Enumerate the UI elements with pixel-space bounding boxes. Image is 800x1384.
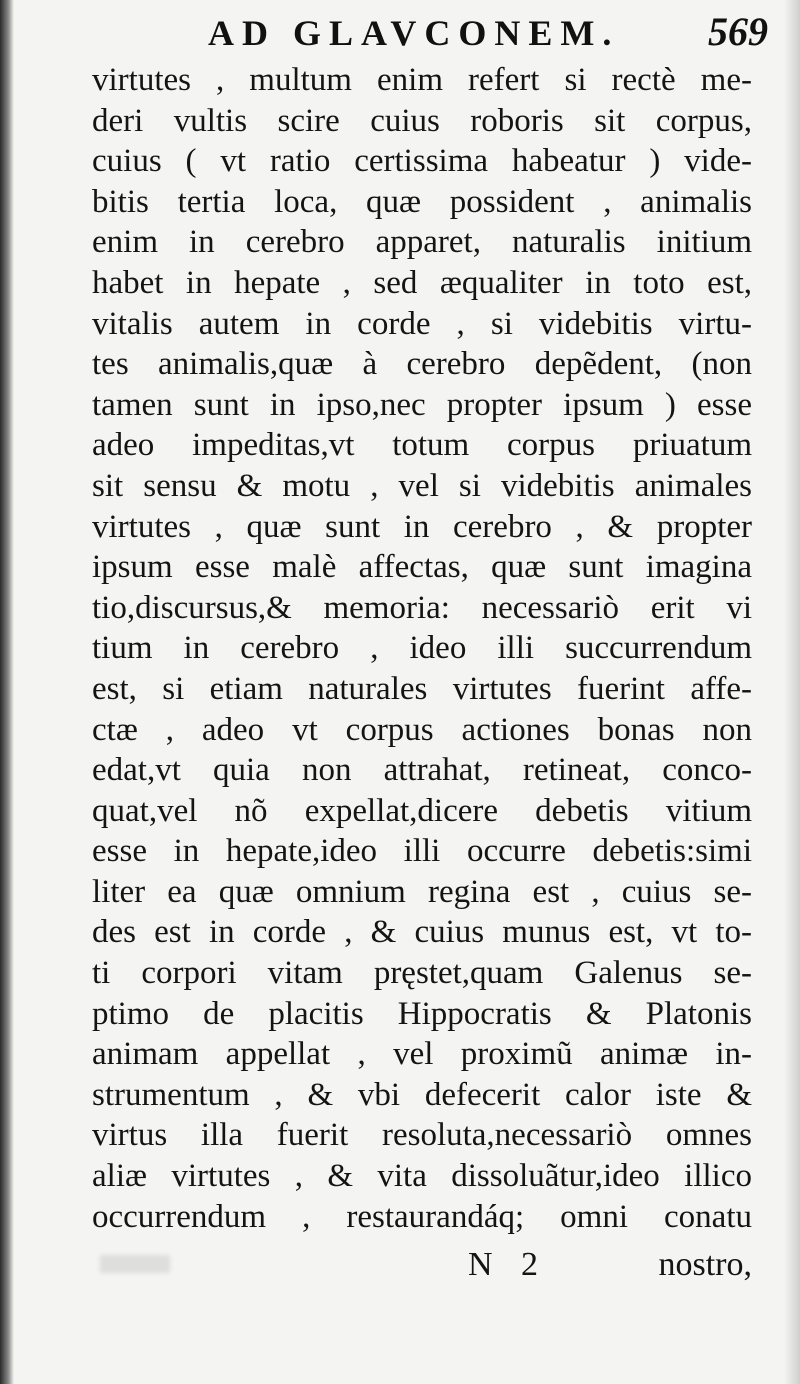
text-line: deri vultis scire cuius roboris sit corpus, — [92, 102, 752, 139]
text-line: edat,vt quia non attrahat, retineat, conco- — [92, 752, 752, 789]
text-line: strumentum , & vbi defecerit calor iste & — [92, 1076, 752, 1113]
page-header — [90, 8, 782, 56]
text-line: ptimo de placitis Hippocratis & Platonis — [92, 995, 752, 1032]
text-line: liter ea quæ omnium regina est , cuius se- — [92, 873, 752, 910]
catchword: nostro, — [658, 1246, 752, 1283]
body-text — [92, 60, 752, 1237]
text-line: ti corpori vitam pręstet,quam Galenus se- — [92, 955, 752, 992]
text-line: bitis tertia loca, quæ possident , animalis — [92, 183, 752, 220]
text-line: ctæ , adeo vt corpus actiones bonas non — [92, 711, 752, 748]
text-line: tes animalis,quæ à cerebro depẽdent, (non — [92, 346, 752, 383]
text-line: tamen sunt in ipso,nec propter ipsum ) esse — [92, 386, 752, 423]
text-line: occurrendum , restaurandáq; omni conatu — [92, 1198, 752, 1235]
text-line: animam appellat , vel proximũ animæ in- — [92, 1036, 752, 1073]
text-line: des est in corde , & cuius munus est, vt to- — [92, 914, 752, 951]
text-line: sit sensu & motu , vel si videbitis animales — [92, 467, 752, 504]
text-line: aliæ virtutes , & vita dissoluãtur,ideo illico — [92, 1158, 752, 1195]
text-line: est, si etiam naturales virtutes fuerint affe- — [92, 670, 752, 707]
page-number: 569 — [708, 9, 768, 54]
text-line: adeo impeditas,vt totum corpus priuatum — [92, 427, 752, 464]
text-line: quat,vel nõ expellat,dicere debetis vitium — [92, 792, 752, 829]
text-line: tio,discursus,& memoria: necessariò erit vi — [92, 589, 752, 626]
signature-mark: N 2 — [468, 1246, 549, 1283]
text-line: tium in cerebro , ideo illi succurrendum — [92, 630, 752, 667]
page-footer — [92, 1246, 752, 1290]
text-line: virtus illa fuerit resoluta,necessariò omnes — [92, 1117, 752, 1154]
text-line: cuius ( vt ratio certissima habeatur ) vide- — [92, 143, 752, 180]
text-line: vitalis autem in corde , si videbitis virtu- — [92, 305, 752, 342]
text-line: esse in hepate,ideo illi occurre debetis:simi — [92, 833, 752, 870]
text-line: habet in hepate , sed æqualiter in toto est, — [92, 264, 752, 301]
text-line: virtutes , multum enim refert si rectè me- — [92, 62, 752, 98]
text-line: enim in cerebro apparet, naturalis initium — [92, 224, 752, 261]
text-line: virtutes , quæ sunt in cerebro , & propter — [92, 508, 752, 545]
running-title: AD GLAVCONEM. — [208, 13, 620, 53]
text-line: ipsum esse malè affectas, quæ sunt imagina — [92, 549, 752, 586]
